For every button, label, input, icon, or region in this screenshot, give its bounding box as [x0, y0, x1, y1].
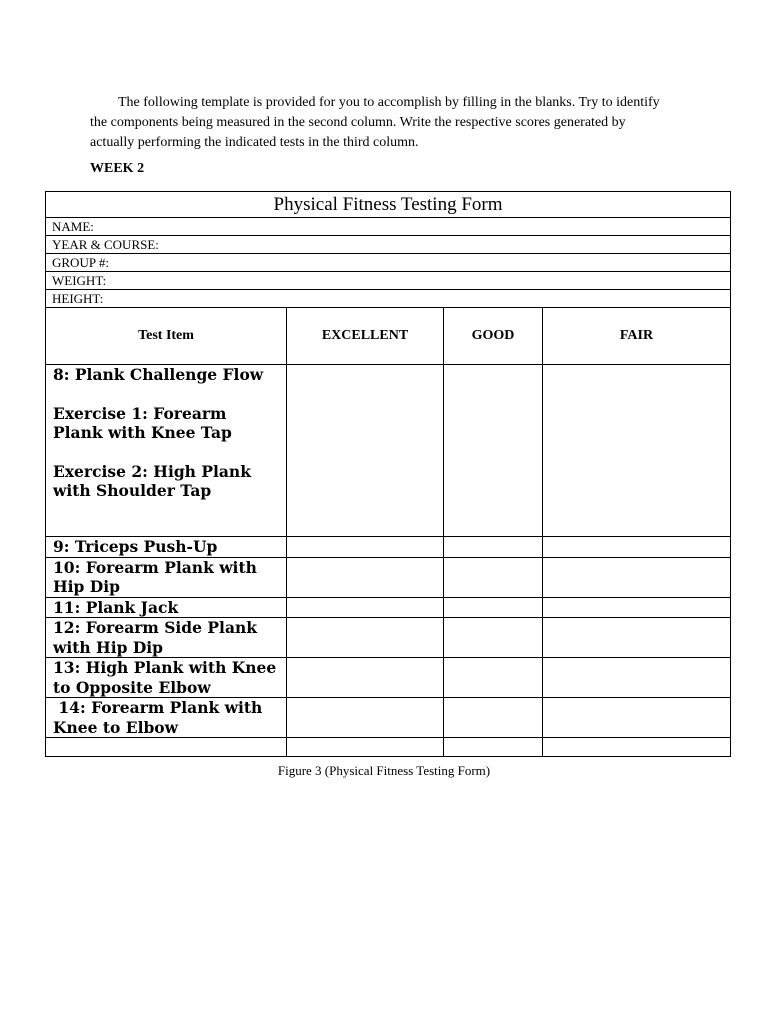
score-fair-cell[interactable] [543, 557, 731, 597]
score-fair-cell[interactable] [543, 537, 731, 558]
score-excellent-cell[interactable] [287, 618, 444, 658]
test-item-10 [46, 557, 287, 597]
item-12-line-1: 12: Forearm Side Plank [53, 618, 257, 637]
score-excellent-cell[interactable] [287, 537, 444, 558]
figure-caption: Figure 3 (Physical Fitness Testing Form) [277, 763, 491, 778]
score-good-cell[interactable] [444, 698, 543, 738]
column-header-good: GOOD [444, 308, 543, 365]
score-excellent-cell[interactable] [287, 698, 444, 738]
test-item-8 [46, 365, 287, 537]
name-field[interactable]: NAME: [46, 218, 731, 236]
table-row [46, 618, 731, 658]
test-item-11 [46, 597, 287, 618]
score-excellent-cell[interactable] [287, 658, 444, 698]
score-good-cell[interactable] [444, 658, 543, 698]
score-fair-cell[interactable] [543, 618, 731, 658]
item-9-label: 9: Triceps Push-Up [53, 537, 218, 556]
table-row [46, 658, 731, 698]
form-title: Physical Fitness Testing Form [46, 192, 731, 218]
item-14-line-2: Knee to Elbow [53, 717, 178, 737]
table-row [46, 365, 731, 537]
score-excellent-cell[interactable] [287, 738, 444, 757]
score-excellent-cell[interactable] [287, 365, 444, 537]
year-course-field[interactable]: YEAR & COURSE: [46, 236, 731, 254]
intro-paragraph [90, 93, 665, 153]
item-8-exercise-2-line-2: with Shoulder Tap [53, 481, 212, 500]
height-field[interactable]: HEIGHT: [46, 290, 731, 308]
column-header-test-item: Test Item [46, 308, 287, 365]
item-10-line-2: Hip Dip [53, 577, 120, 596]
item-10-line-1: 10: Forearm Plank with [53, 557, 257, 577]
score-fair-cell[interactable] [543, 658, 731, 698]
column-header-fair: FAIR [543, 308, 731, 365]
test-item-14 [46, 698, 287, 738]
test-item-9 [46, 537, 287, 558]
score-good-cell[interactable] [444, 365, 543, 537]
test-item-12 [46, 618, 287, 658]
score-good-cell[interactable] [444, 537, 543, 558]
week-label: WEEK 2 [90, 161, 145, 176]
fitness-testing-form [45, 191, 731, 757]
score-fair-cell[interactable] [543, 738, 731, 757]
table-row-empty [46, 738, 731, 757]
test-item-13 [46, 658, 287, 698]
item-8-exercise-2-line-1: Exercise 2: High Plank [53, 461, 251, 481]
weight-field[interactable]: WEIGHT: [46, 272, 731, 290]
empty-item-cell[interactable] [46, 738, 287, 757]
item-13-line-1: 13: High Plank with Knee [53, 658, 277, 677]
group-field[interactable]: GROUP #: [46, 254, 731, 272]
table-row [46, 537, 731, 558]
score-good-cell[interactable] [444, 738, 543, 757]
score-excellent-cell[interactable] [287, 597, 444, 618]
intro-text: The following template is provided for you to accomplish by filling in the blanks. Try to identify the components being measured in the second column. Write the respective scores generated by actually performing the indicated tests in the third column. [90, 95, 660, 150]
item-8-exercise-1-line-1: Exercise 1: Forearm [53, 403, 227, 423]
score-good-cell[interactable] [444, 618, 543, 658]
item-14-line-1: 14: Forearm Plank with [53, 698, 263, 717]
table-row [46, 597, 731, 618]
item-11-label: 11: Plank Jack [53, 597, 179, 617]
item-8-exercise-1-line-2: Plank with Knee Tap [53, 423, 232, 442]
table-row [46, 557, 731, 597]
score-fair-cell[interactable] [543, 597, 731, 618]
score-fair-cell[interactable] [543, 698, 731, 738]
score-fair-cell[interactable] [543, 365, 731, 537]
item-12-line-2: with Hip Dip [53, 637, 163, 657]
score-good-cell[interactable] [444, 597, 543, 618]
score-good-cell[interactable] [444, 557, 543, 597]
column-header-excellent: EXCELLENT [287, 308, 444, 365]
item-8-title: 8: Plank Challenge Flow [53, 365, 264, 384]
item-13-line-2: to Opposite Elbow [53, 677, 211, 697]
score-excellent-cell[interactable] [287, 557, 444, 597]
table-row [46, 698, 731, 738]
